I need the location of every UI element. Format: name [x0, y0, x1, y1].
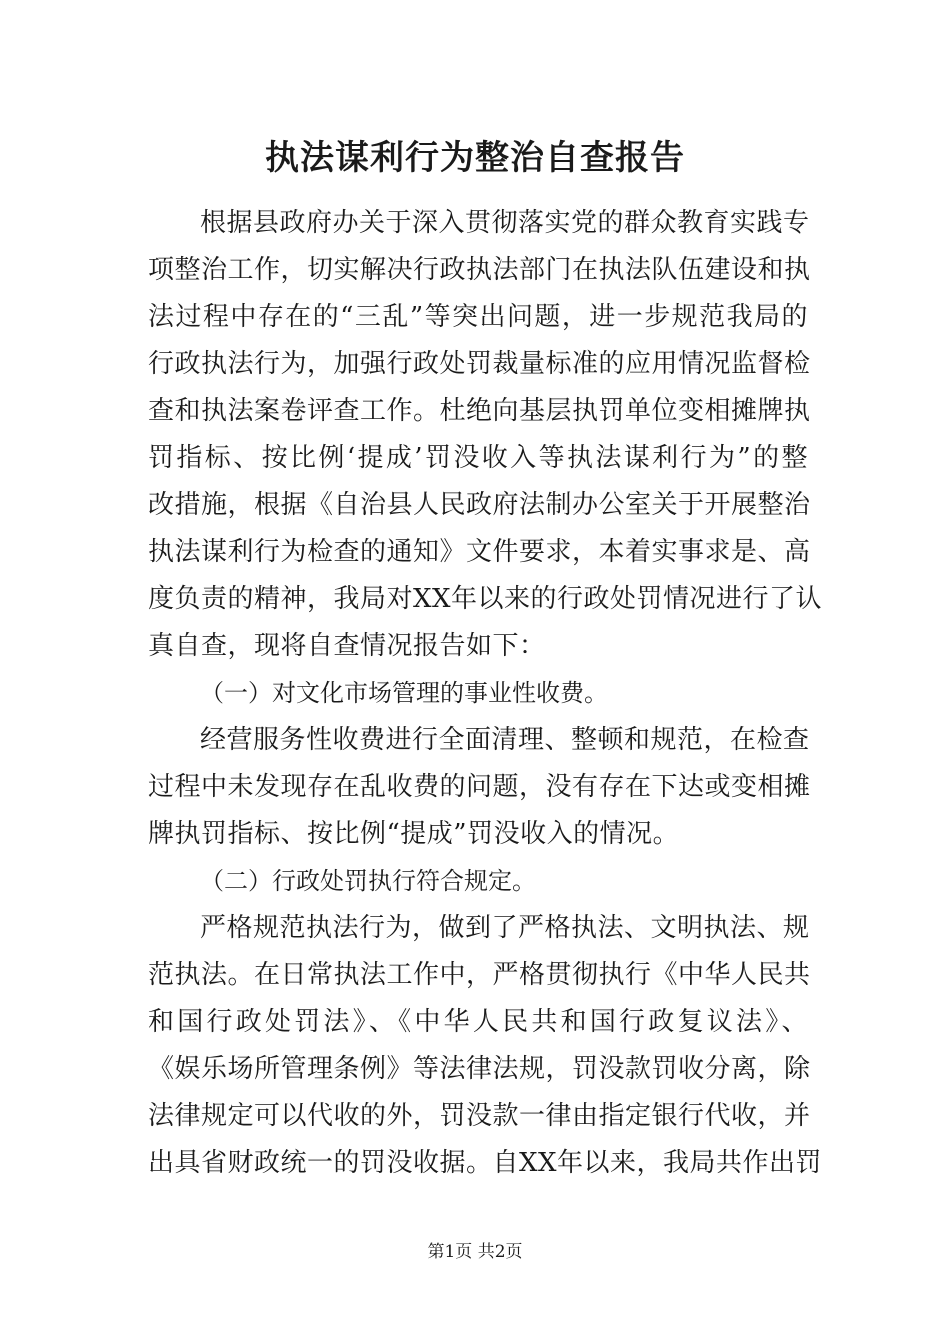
paragraph-line: 改措施，根据《自治县人民政府法制办公室关于开展整治: [148, 490, 811, 520]
paragraph-line: 度负责的精神，我局对XX年以来的行政处罚情况进行了认: [148, 584, 823, 614]
paragraph-line: 出具省财政统一的罚没收据。自XX年以来，我局共作出罚: [148, 1148, 823, 1178]
paragraph-line: 过程中未发现存在乱收费的问题，没有存在下达或变相摊: [148, 772, 811, 802]
document-body: [148, 200, 823, 1187]
paragraph-line: 牌执罚指标、按比例“提成”罚没收入的情况。: [148, 819, 680, 849]
paragraph-line: 《娱乐场所管理条例》等法律法规，罚没款罚收分离，除: [148, 1054, 811, 1084]
paragraph-line: 经营服务性收费进行全面清理、整顿和规范，在检查: [200, 725, 810, 755]
paragraph-line: 范执法。在日常执法工作中，严格贯彻执行《中华人民共: [148, 960, 811, 990]
paragraph-line: 行政执法行为，加强行政处罚裁量标准的应用情况监督检: [148, 349, 811, 379]
paragraph-line: 执法谋利行为检查的通知》文件要求，本着实事求是、高: [148, 537, 811, 567]
section-heading-2: （二）行政处罚执行符合规定。: [200, 867, 536, 895]
paragraph-line: 根据县政府办关于深入贯彻落实党的群众教育实践专: [200, 208, 810, 238]
document-title: 执法谋利行为整治自查报告: [265, 138, 685, 178]
paragraph-line: 严格规范执法行为，做到了严格执法、文明执法、规: [200, 913, 810, 943]
paragraph-line: 法过程中存在的“三乱”等突出问题，进一步规范我局的: [148, 302, 808, 332]
paragraph-line: 法律规定可以代收的外，罚没款一律由指定银行代收，并: [148, 1101, 811, 1131]
paragraph-line: 和国行政处罚法》、《中华人民共和国行政复议法》、: [148, 1007, 808, 1037]
paragraph-line: 查和执法案卷评查工作。杜绝向基层执罚单位变相摊牌执: [148, 396, 811, 426]
paragraph-line: 项整治工作，切实解决行政执法部门在执法队伍建设和执: [148, 255, 811, 285]
page-footer: 第1页 共2页: [427, 1242, 523, 1262]
paragraph-line: 罚指标、按比例‘提成’罚没收入等执法谋利行为”的整: [148, 443, 808, 473]
section-heading-1: （一）对文化市场管理的事业性收费。: [200, 679, 608, 707]
paragraph-line: 真自查，现将自查情况报告如下：: [148, 631, 546, 661]
